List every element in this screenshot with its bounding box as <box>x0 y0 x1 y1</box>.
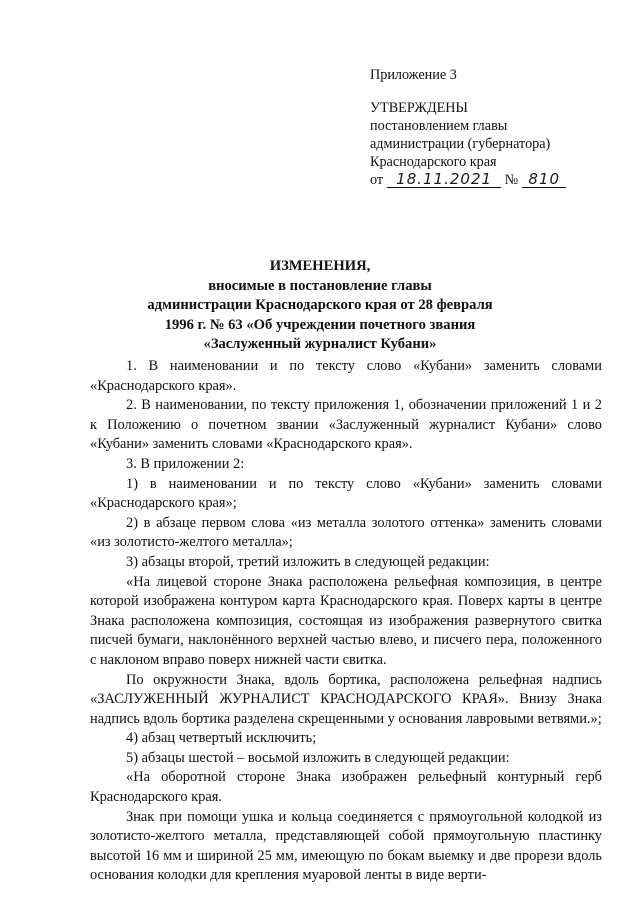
approval-line: Краснодарского края <box>370 154 497 170</box>
paragraph: 2. В наименовании, по тексту приложения 1, обозначении приложений 1 и 2 к Положению о почетном звании «Заслуженный журналист Кубани» слово «Кубани» заменить словами «Краснодарского края». <box>90 397 602 453</box>
paragraph: По окружности Знака, вдоль бортика, расположена рельефная надпись «ЗАСЛУЖЕННЫЙ ЖУРНАЛИСТ КРАСНОДАРСКОГО КРАЯ». Внизу Знака надпись вдоль бортика разделена скрещенными у основания лавровыми ветвями.»; <box>90 671 602 727</box>
number-underline <box>522 172 566 188</box>
title-line: администрации Краснодарского края от 28 февраля <box>147 297 493 313</box>
spacer <box>370 84 630 99</box>
date-underline <box>387 172 501 188</box>
document-body <box>90 357 602 886</box>
approval-block <box>370 66 630 189</box>
paragraph: 1. В наименовании и по тексту слово «Кубани» заменить словами «Краснодарского края». <box>90 358 602 394</box>
handwritten-number: 810 <box>528 170 561 188</box>
paragraph: 1) в наименовании и по тексту слово «Кубани» заменить словами «Краснодарского края»; <box>90 475 602 512</box>
approval-line: постановлением главы <box>370 118 508 134</box>
date-prefix: от <box>370 172 384 188</box>
approval-line: администрации (губернатора) <box>370 136 551 152</box>
title-line: 1996 г. № 63 «Об учреждении почетного звания <box>164 316 476 333</box>
appendix-label: Приложение 3 <box>370 67 457 83</box>
approved-heading: УТВЕРЖДЕНЫ <box>370 100 468 116</box>
paragraph: 3. В приложении 2: <box>126 455 245 472</box>
paragraph: «На лицевой стороне Знака расположена рельефная композиция, в центре которой изображена контуром карта Краснодарского края. Поверх карты в центре Знака расположена композиция, состоящая из изображения развернутого свитка писчей бумаги, наклонённого верхней частью влево, и писчего пера, положенного с наклоном вправо поверх нижней части свитка. <box>90 573 602 668</box>
title-line: ИЗМЕНЕНИЯ, <box>269 258 371 274</box>
paragraph: 5) абзацы шестой – восьмой изложить в следующей редакции: <box>126 749 510 766</box>
title-line: вносимые в постановление главы <box>208 277 432 294</box>
handwritten-date: 18.11.2021 <box>396 170 493 188</box>
paragraph: 4) абзац четвертый исключить; <box>126 730 317 747</box>
number-prefix: № <box>504 172 519 188</box>
paragraph: 3) абзацы второй, третий изложить в следующей редакции: <box>126 553 490 570</box>
title-line: «Заслуженный журналист Кубани» <box>203 336 437 352</box>
date-number-line <box>370 171 630 189</box>
paragraph: Знак при помощи ушка и кольца соединяется с прямоугольной колодкой из золотисто-желтого металла, представляющей собой прямоугольную пластинку высотой 16 мм и шириной 25 мм, имеющую по бокам выемку и две прорези вдоль основания колодки для крепления муаровой ленты в виде верти- <box>90 808 602 884</box>
paragraph: «На оборотной стороне Знака изображен рельефный контурный герб Краснодарского края. <box>90 769 602 806</box>
document-title <box>90 257 550 355</box>
paragraph: 2) в абзаце первом слова «из металла золотого оттенка» заменить словами «из золотисто-желтого металла»; <box>90 514 602 551</box>
